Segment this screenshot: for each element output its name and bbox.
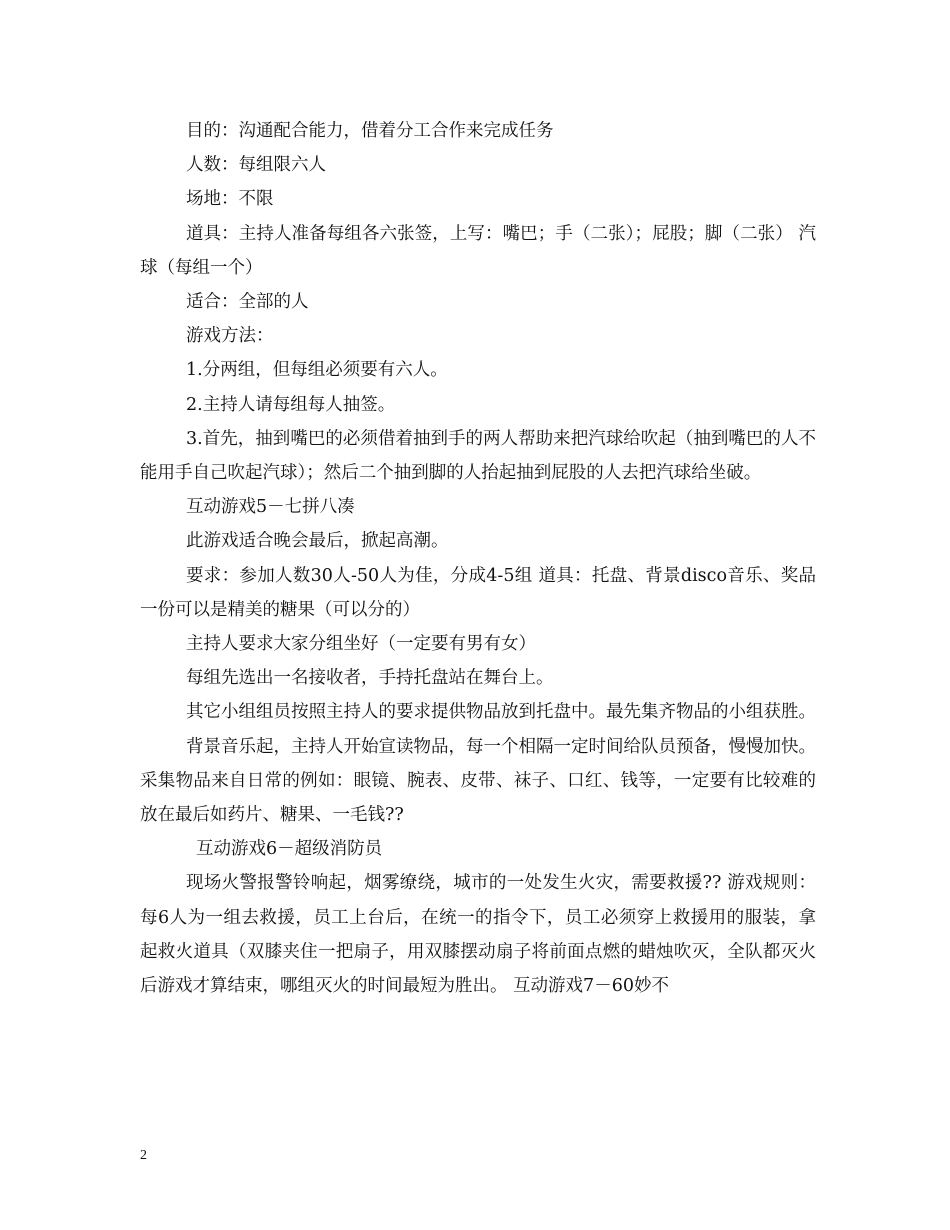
page-number: 2 [140,1148,147,1163]
paragraph-game-5-requirements: 要求：参加人数30人-50人为佳，分成4-5组 道具：托盘、背景disco音乐、奖品一份可以是精美的糖果（可以分的） [140,565,816,620]
paragraph-venue: 场地：不限 [186,189,274,210]
paragraph-method-heading: 游戏方法： [186,326,274,347]
paragraph-step-3: 3.首先，抽到嘴巴的必须借着抽到手的两人帮助来把汽球给吹起（抽到嘴巴的人不能用手自己吹起汽球）；然后二个抽到脚的人抬起抽到屁股的人去把汽球给坐破。 [140,428,816,484]
paragraph-game-6-rules: 现场火警报警铃响起，烟雾缭绕，城市的一处发生火灾，需要救援?? 游戏规则：每6人为一组去救援，员工上台后，在统一的指令下，员工必须穿上救援用的服装，拿起救火道具（双膝夹住一把扇子，用双膝摆动扇子将前面点燃的蜡烛吹灭，全队都灭火后游戏才算结束，哪组灭火的时间最短为胜出。 互动游戏7－60妙不 [140,873,816,997]
paragraph-suitable: 适合：全部的人 [186,292,309,313]
paragraph-game-5-intro: 此游戏适合晚会最后，掀起高潮。 [186,531,449,552]
paragraph-game-5-rules: 其它小组组员按照主持人的要求提供物品放到托盘中。最先集齐物品的小组获胜。 [186,702,816,723]
paragraph-purpose: 目的：沟通配合能力，借着分工合作来完成任务 [186,121,554,141]
paragraph-participants: 人数：每组限六人 [186,155,326,176]
page-body [140,114,816,1003]
paragraph-props: 道具：主持人准备每组各六张签，上写：嘴巴；手（二张）；屁股；脚（二张） 汽球（每组一个） [140,223,816,278]
heading-game-6: 互动游戏6－超级消防员 [196,839,383,860]
paragraph-step-2: 2.主持人请每组每人抽签。 [186,394,396,415]
heading-game-5: 互动游戏5－七拼八凑 [186,497,355,518]
paragraph-game-5-receiver: 每组先选出一名接收者，手持托盘站在舞台上。 [186,668,554,689]
paragraph-game-5-music: 背景音乐起，主持人开始宣读物品，每一个相隔一定时间给队员预备，慢慢加快。采集物品来自日常的例如：眼镜、腕表、皮带、袜子、口红、钱等，一定要有比较难的放在最后如药片、糖果、一毛钱?? [140,736,816,826]
paragraph-game-5-grouping: 主持人要求大家分组坐好（一定要有男有女） [186,634,536,655]
paragraph-step-1: 1.分两组，但每组必须要有六人。 [186,360,448,381]
